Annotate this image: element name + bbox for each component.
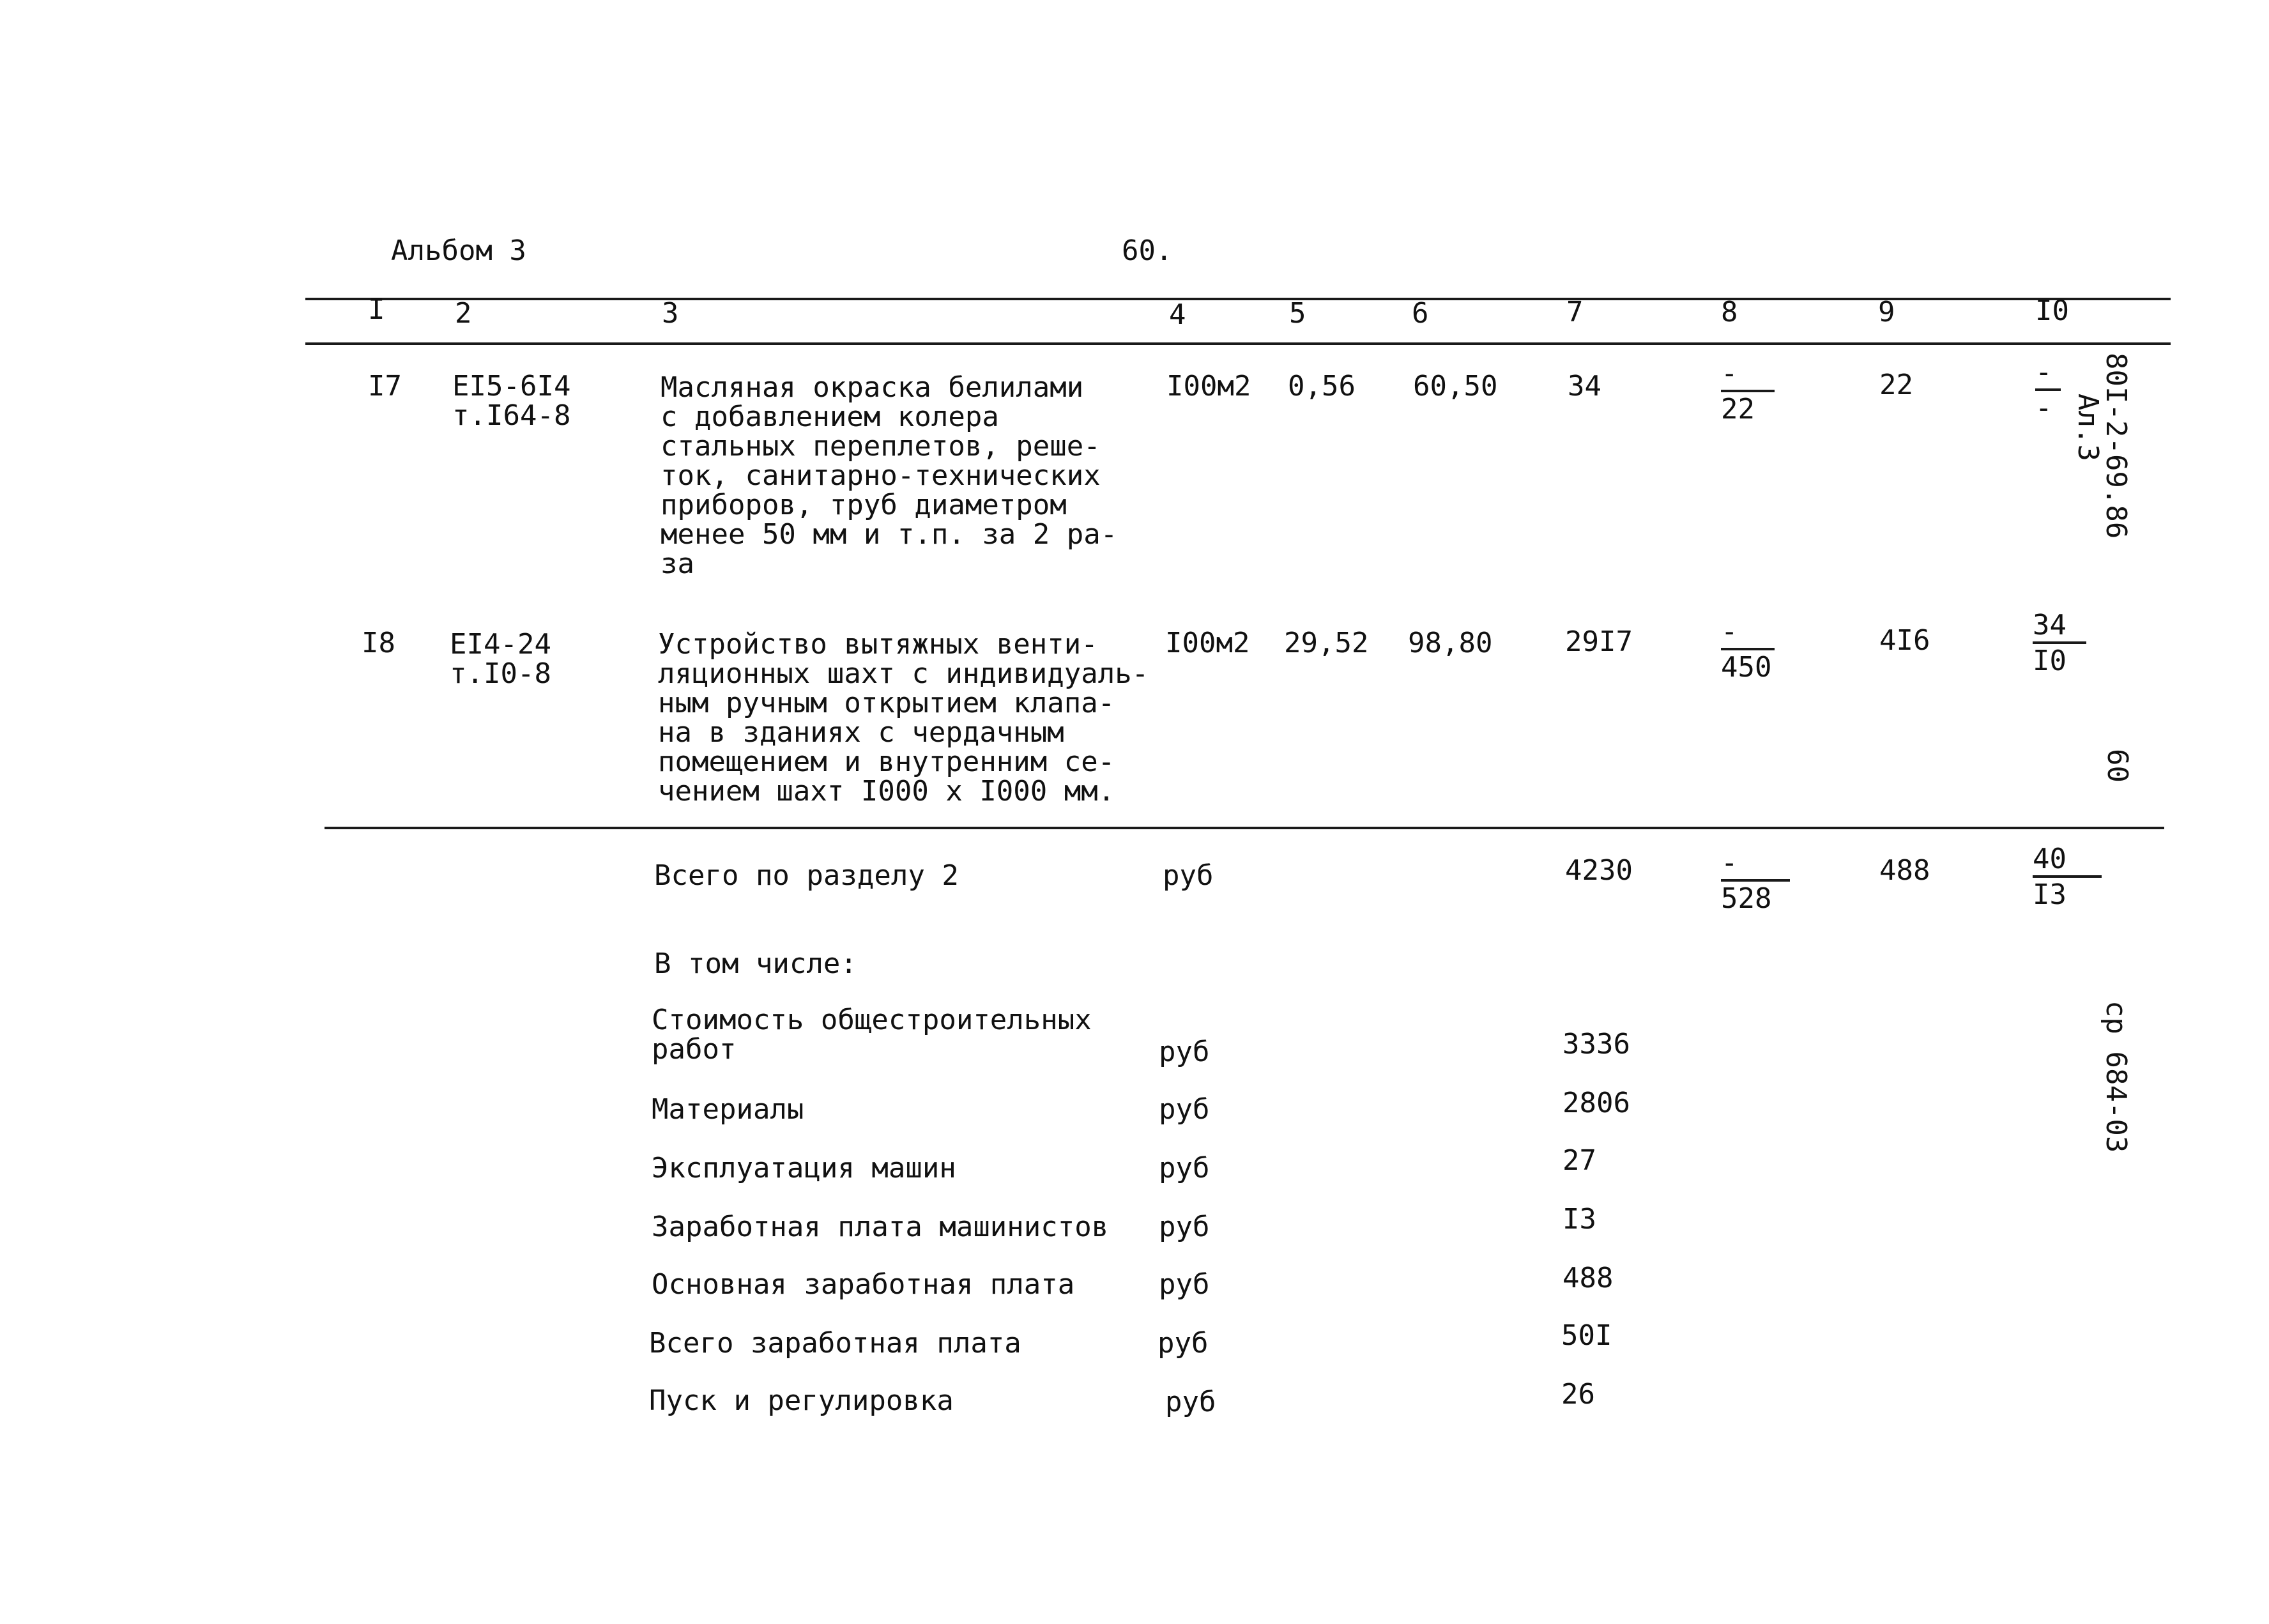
breakdown-label-operator-wages: Заработная плата машинистов bbox=[652, 1211, 1109, 1243]
page-number: 60. bbox=[1122, 234, 1173, 267]
col-header-9: 9 bbox=[1878, 296, 1895, 328]
row-18-total: 29I7 bbox=[1565, 625, 1633, 658]
row-17-col8-fraction bbox=[1721, 359, 1775, 424]
including-label: В том числе: bbox=[654, 947, 857, 980]
row-17-number: I7 bbox=[368, 370, 402, 402]
section-total-col10-fraction bbox=[2033, 845, 2102, 910]
table-bottom-rule bbox=[325, 827, 2164, 829]
section-total-unit: руб bbox=[1163, 859, 1214, 892]
row-17-code-line-1: EI5-6I4 bbox=[452, 370, 571, 402]
breakdown-value-operator-wages: I3 bbox=[1562, 1203, 1596, 1236]
col-header-5: 5 bbox=[1289, 297, 1306, 330]
row-18-description-line-1: Устройство вытяжных венти- bbox=[658, 628, 1098, 661]
row-17-col10-bottom: - bbox=[2035, 392, 2052, 424]
margin-album-ref: Ал.3 bbox=[2072, 394, 2104, 461]
row-17-col8-top: - bbox=[1721, 359, 1775, 392]
breakdown-value-total-wages: 50I bbox=[1561, 1319, 1612, 1352]
row-18-number: I8 bbox=[362, 627, 395, 659]
section-total-col8-bottom: 528 bbox=[1721, 882, 1772, 915]
row-18-code-line-2: т.I0-8 bbox=[450, 657, 551, 690]
row-18-unit: I00м2 bbox=[1165, 627, 1250, 659]
row-17-quantity: 0,56 bbox=[1288, 370, 1356, 402]
row-17-description-line-3: стальных переплетов, реше- bbox=[661, 430, 1101, 463]
col-header-3: 3 bbox=[662, 297, 679, 330]
section-total-col8-top: - bbox=[1721, 848, 1790, 882]
breakdown-label-materials: Материалы bbox=[652, 1093, 804, 1126]
row-18-col9: 4I6 bbox=[1879, 624, 1930, 657]
breakdown-unit-operator-wages: руб bbox=[1159, 1211, 1210, 1243]
row-18-description-line-3: ным ручным открытием клапа- bbox=[658, 687, 1115, 719]
row-18-description-line-4: на в зданиях с чердачным bbox=[658, 716, 1064, 749]
section-total-col10-top: 40 bbox=[2033, 845, 2102, 878]
row-18-col8-bottom: 450 bbox=[1721, 651, 1772, 684]
breakdown-label-construction-line-2: работ bbox=[652, 1033, 737, 1066]
col-header-2: 2 bbox=[455, 297, 472, 330]
row-17-description-line-1: Масляная окраска белилами bbox=[661, 371, 1084, 404]
col-header-1: I bbox=[368, 293, 385, 326]
row-17-col8-bottom: 22 bbox=[1721, 393, 1755, 425]
breakdown-value-machine-operation: 27 bbox=[1562, 1144, 1596, 1177]
row-17-col10-fraction bbox=[2035, 358, 2061, 423]
row-18-description-line-5: помещением и внутренним се- bbox=[658, 746, 1115, 778]
breakdown-unit-construction: руб bbox=[1159, 1036, 1210, 1068]
margin-document-code: 80I-2-69.86 bbox=[2100, 353, 2132, 539]
margin-stamp-code: ср 684-03 bbox=[2100, 1000, 2132, 1153]
album-label: Альбом 3 bbox=[391, 234, 526, 267]
row-17-description-line-5: приборов, труб диаметром bbox=[661, 489, 1067, 521]
row-17-description-line-7: за bbox=[661, 548, 694, 580]
breakdown-value-commissioning: 26 bbox=[1561, 1378, 1595, 1411]
row-18-unit-price: 98,80 bbox=[1408, 627, 1493, 659]
row-18-col8-fraction bbox=[1721, 617, 1775, 682]
breakdown-unit-materials: руб bbox=[1159, 1093, 1210, 1126]
breakdown-value-construction: 3336 bbox=[1562, 1028, 1630, 1061]
section-total-col9: 488 bbox=[1879, 854, 1930, 887]
col-header-6: 6 bbox=[1412, 297, 1429, 330]
breakdown-value-basic-wages: 488 bbox=[1562, 1262, 1614, 1294]
col-header-4: 4 bbox=[1169, 298, 1186, 331]
row-17-description-line-2: с добавлением колера bbox=[661, 401, 999, 433]
row-17-code-line-2: т.I64-8 bbox=[452, 399, 571, 432]
row-18-col10-top: 34 bbox=[2033, 611, 2086, 644]
row-18-quantity: 29,52 bbox=[1284, 627, 1369, 659]
breakdown-label-machine-operation: Эксплуатация машин bbox=[652, 1152, 956, 1184]
row-18-col10-fraction bbox=[2033, 611, 2086, 676]
row-18-col10-bottom: I0 bbox=[2033, 645, 2067, 677]
row-17-col10-top: - bbox=[2035, 358, 2061, 391]
breakdown-label-basic-wages: Основная заработная плата bbox=[652, 1268, 1075, 1301]
col-header-10: I0 bbox=[2035, 295, 2069, 327]
table-header-rule bbox=[305, 342, 2171, 345]
row-17-unit-price: 60,50 bbox=[1413, 370, 1498, 402]
breakdown-value-materials: 2806 bbox=[1562, 1087, 1630, 1119]
row-17-description-line-4: ток, санитарно-технических bbox=[661, 459, 1101, 492]
breakdown-unit-commissioning: руб bbox=[1165, 1386, 1216, 1418]
col-header-8: 8 bbox=[1721, 296, 1738, 328]
breakdown-label-construction-line-1: Стоимость общестроительных bbox=[652, 1004, 1092, 1036]
section-total-col8-fraction bbox=[1721, 848, 1790, 914]
row-18-col8-top: - bbox=[1721, 617, 1775, 650]
section-total-label: Всего по разделу 2 bbox=[654, 859, 959, 892]
row-18-description-line-6: чением шахт I000 x I000 мм. bbox=[658, 775, 1115, 808]
breakdown-unit-total-wages: руб bbox=[1157, 1327, 1209, 1360]
row-17-total: 34 bbox=[1568, 370, 1601, 402]
col-header-7: 7 bbox=[1566, 296, 1584, 328]
row-18-code-line-1: EI4-24 bbox=[450, 628, 551, 661]
row-17-col9: 22 bbox=[1879, 369, 1913, 401]
row-17-unit: I00м2 bbox=[1166, 370, 1251, 402]
row-18-description-line-2: ляционных шахт с индивидуаль- bbox=[658, 657, 1149, 690]
section-total-value: 4230 bbox=[1565, 854, 1633, 887]
breakdown-label-commissioning: Пуск и регулировка bbox=[649, 1384, 954, 1417]
row-17-description-line-6: менее 50 мм и т.п. за 2 ра- bbox=[661, 518, 1118, 551]
margin-page-number: 60 bbox=[2101, 749, 2134, 783]
breakdown-unit-basic-wages: руб bbox=[1159, 1268, 1210, 1301]
section-total-col10-bottom: I3 bbox=[2033, 878, 2067, 911]
breakdown-label-total-wages: Всего заработная плата bbox=[649, 1327, 1021, 1360]
breakdown-unit-machine-operation: руб bbox=[1159, 1152, 1210, 1184]
